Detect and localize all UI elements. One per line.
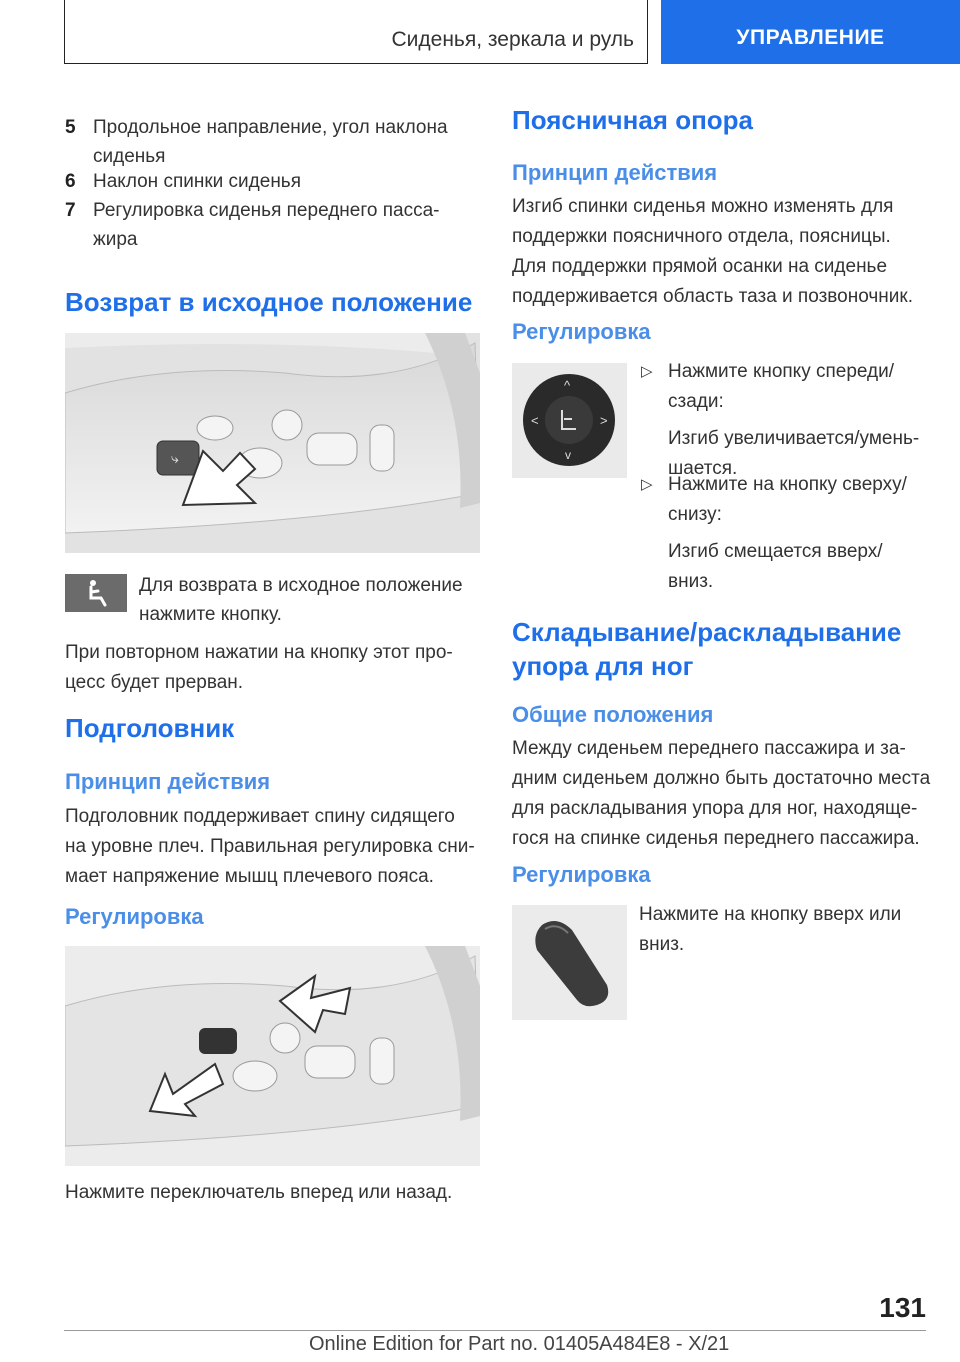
list-item — [641, 357, 931, 484]
headrest-principle-text: Подголовник поддерживает спину сидящего на уровне плеч. Правильная регулировка сни-мает напряжение мышц плечевого пояса. — [65, 806, 475, 887]
list-text: Наклон спинки сиденья — [93, 171, 301, 192]
reset-note: При повторном нажатии на кнопку этот про-цесс будет прерван. — [65, 642, 453, 693]
list-item — [641, 470, 931, 597]
legrest-adjust-heading: Регулировка — [512, 862, 651, 887]
reset-instruction: Для возврата в исходное положение нажмите кнопку. — [139, 575, 463, 625]
headrest-heading: Подголовник — [65, 713, 235, 743]
svg-text:v: v — [565, 448, 571, 462]
list-number: 6 — [65, 171, 76, 192]
svg-text:<: < — [531, 413, 539, 428]
edition-info: Online Edition for Part no. 01405A484E8 - X/21 — [309, 1333, 730, 1355]
section-title: Сиденья, зеркала и руль — [391, 28, 634, 51]
legrest-adjust-text: Нажмите на кнопку вверх или вниз. — [639, 904, 902, 955]
svg-text:^: ^ — [564, 378, 571, 393]
list-text: Продольное направление, угол наклона сиденья — [93, 117, 448, 167]
legrest-general-text: Между сиденьем переднего пассажира и за-дним сиденьем должно быть достаточно места для раскладывания упора для ног, находяще-гося на спинке сиденья переднего пассажира. — [512, 738, 931, 849]
chapter-tab[interactable]: УПРАВЛЕНИЕ — [661, 0, 960, 64]
headrest-switch-photo — [65, 946, 480, 1166]
seat-controls-photo — [65, 333, 480, 553]
list-text: Регулировка сиденья переднего пасса-жира — [93, 200, 440, 250]
lumbar-adjust-heading: Регулировка — [512, 319, 651, 344]
bullet-action: Нажмите кнопку спереди/ сзади: — [668, 361, 895, 412]
reset-icon — [65, 574, 127, 612]
bullet-result: Изгиб увеличивается/умень-шается. — [668, 428, 920, 479]
lumbar-principle-text: Изгиб спинки сиденья можно изменять для поддержки поясничного отдела, поясницы. Для поддержки прямой осанки на сиденье поддерживается область таза и позвоночник. — [512, 196, 913, 307]
bullet-triangle-icon: ▷ — [641, 363, 653, 380]
legrest-general-heading: Общие положения — [512, 702, 714, 727]
list-number: 5 — [65, 117, 76, 138]
footer-divider — [64, 1330, 926, 1331]
legrest-heading: Складывание/раскладывание упора для ног — [512, 617, 902, 681]
reset-heading: Возврат в исходное положение — [65, 287, 473, 317]
lumbar-heading: Поясничная опора — [512, 105, 754, 135]
bullet-result: Изгиб смещается вверх/ вниз. — [668, 541, 883, 592]
legrest-button-photo — [512, 905, 627, 1020]
lumbar-control-photo — [512, 363, 627, 478]
bullet-action: Нажмите на кнопку сверху/ снизу: — [668, 474, 907, 525]
page-number: 131 — [879, 1292, 926, 1323]
headrest-adjust-heading: Регулировка — [65, 904, 204, 929]
list-number: 7 — [65, 200, 76, 221]
headrest-caption: Нажмите переключатель вперед или назад. — [65, 1182, 453, 1203]
bullet-triangle-icon: ▷ — [641, 476, 653, 493]
headrest-principle-heading: Принцип действия — [65, 769, 271, 794]
svg-text:⤷: ⤷ — [171, 450, 179, 466]
svg-text:>: > — [600, 413, 608, 428]
lumbar-principle-heading: Принцип действия — [512, 160, 718, 185]
